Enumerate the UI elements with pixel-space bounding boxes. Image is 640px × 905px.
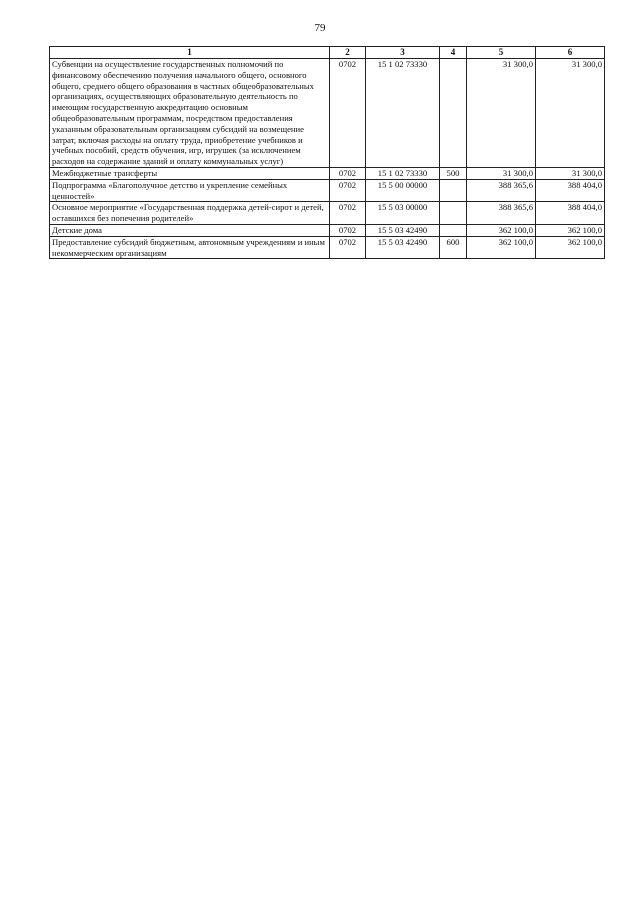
row-expense-type <box>440 202 467 225</box>
page-number: 79 <box>314 22 326 34</box>
row-article: 15 5 00 00000 <box>366 179 440 202</box>
row-article: 15 5 03 42490 <box>366 224 440 236</box>
row-amount-2: 388 404,0 <box>536 202 605 225</box>
row-amount-1: 362 100,0 <box>467 236 536 259</box>
budget-table <box>49 46 605 259</box>
row-name: Основное мероприятие «Государственная поддержка детей-сирот и детей, оставшихся без попечения родителей» <box>50 202 330 225</box>
row-section: 0702 <box>330 167 366 179</box>
row-section: 0702 <box>330 59 366 168</box>
row-name: Субвенции на осуществление государственных полномочий по финансовому обеспечению получения начального общего, основного общего, среднего общего образования в частных общеобразовательных организациях, осуществляющих образовательную деятельность по имеющим государственную аккредитацию основным общеобразовательным программам, посредством предоставления указанным образовательным организациям субсидий на возмещение затрат, включая расходы на оплату труда, приобретение учебников и учебных пособий, средств обучения, игр, игрушек (за исключением расходов на содержание зданий и оплату коммунальных услуг) <box>50 59 330 168</box>
table-row <box>50 202 605 225</box>
column-header-2: 2 <box>330 47 366 59</box>
row-article: 15 5 03 00000 <box>366 202 440 225</box>
row-amount-1: 388 365,6 <box>467 202 536 225</box>
row-name: Подпрограмма «Благополучное детство и укрепление семейных ценностей» <box>50 179 330 202</box>
row-section: 0702 <box>330 224 366 236</box>
table-row <box>50 167 605 179</box>
table-row <box>50 236 605 259</box>
row-expense-type: 500 <box>440 167 467 179</box>
row-name: Детские дома <box>50 224 330 236</box>
column-header-5: 5 <box>467 47 536 59</box>
row-article: 15 1 02 73330 <box>366 59 440 168</box>
table-header-row <box>50 47 605 59</box>
row-amount-1: 31 300,0 <box>467 167 536 179</box>
row-name: Межбюджетные трансферты <box>50 167 330 179</box>
row-amount-1: 362 100,0 <box>467 224 536 236</box>
column-header-3: 3 <box>366 47 440 59</box>
row-amount-1: 388 365,6 <box>467 179 536 202</box>
row-section: 0702 <box>330 179 366 202</box>
row-amount-2: 31 300,0 <box>536 167 605 179</box>
column-header-6: 6 <box>536 47 605 59</box>
row-expense-type <box>440 179 467 202</box>
row-amount-2: 362 100,0 <box>536 224 605 236</box>
row-section: 0702 <box>330 202 366 225</box>
row-article: 15 5 03 42490 <box>366 236 440 259</box>
column-header-1: 1 <box>50 47 330 59</box>
row-expense-type <box>440 224 467 236</box>
column-header-4: 4 <box>440 47 467 59</box>
row-name: Предоставление субсидий бюджетным, автономным учреждениям и иным некоммерческим организациям <box>50 236 330 259</box>
table-row <box>50 179 605 202</box>
row-amount-2: 362 100,0 <box>536 236 605 259</box>
table-row <box>50 59 605 168</box>
table-row <box>50 224 605 236</box>
row-amount-2: 31 300,0 <box>536 59 605 168</box>
row-section: 0702 <box>330 236 366 259</box>
row-amount-1: 31 300,0 <box>467 59 536 168</box>
row-expense-type <box>440 59 467 168</box>
row-amount-2: 388 404,0 <box>536 179 605 202</box>
row-article: 15 1 02 73330 <box>366 167 440 179</box>
row-expense-type: 600 <box>440 236 467 259</box>
